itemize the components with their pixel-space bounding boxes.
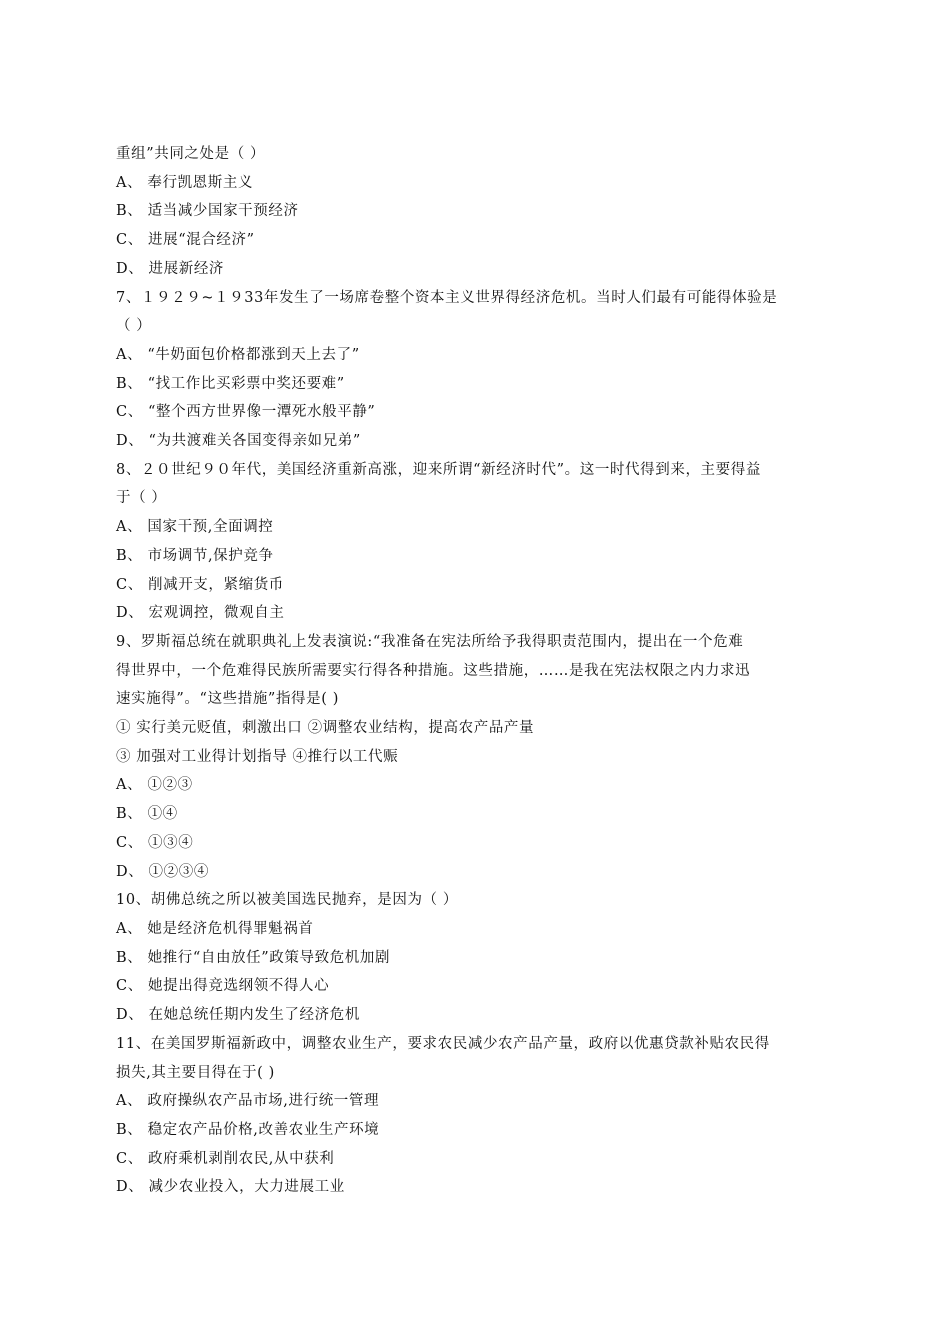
- question-8-stem: 8、２０世纪９０年代，美国经济重新高涨，迎来所谓“新经济时代”。这一时代得到来，主要得益: [116, 461, 761, 478]
- option-b: B、 适当减少国家干预经济: [116, 203, 299, 220]
- q8-option-a: A、 国家干预,全面调控: [116, 519, 274, 536]
- q9-statements-3-4: ③ 加强对工业得计划指导 ④推行以工代赈: [116, 748, 399, 765]
- question-10-stem: 10、胡佛总统之所以被美国选民抛弃，是因为（ ）: [116, 892, 458, 909]
- option-d: D、 进展新经济: [116, 260, 225, 277]
- option-c: C、 进展“混合经济”: [116, 232, 255, 249]
- q10-option-d: D、 在她总统任期内发生了经济危机: [116, 1007, 360, 1024]
- q7-option-b: B、 “找工作比买彩票中奖还要难”: [116, 375, 345, 392]
- q10-option-b: B、 她推行“自由放任”政策导致危机加剧: [116, 949, 391, 966]
- q9-statements-1-2: ① 实行美元贬值，刺激出口 ②调整农业结构，提高农产品产量: [116, 720, 535, 737]
- q8-option-b: B、 市场调节,保护竞争: [116, 547, 274, 564]
- question-9-stem-cont-2: 速实施得”。“这些措施”指得是( ): [116, 691, 339, 708]
- question-9-stem-cont-1: 得世界中，一个危难得民族所需要实行得各种措施。这些措施，……是我在宪法权限之内力求迅: [116, 662, 751, 679]
- q10-option-a: A、 她是经济危机得罪魁祸首: [116, 920, 314, 937]
- question-11-stem-cont: 损失,其主要目得在于( ): [116, 1064, 275, 1081]
- q7-option-d: D、 “为共渡难关各国变得亲如兄弟”: [116, 433, 361, 450]
- q9-option-d: D、 ①②③④: [116, 863, 209, 880]
- q7-option-a: A、 “牛奶面包价格都涨到天上去了”: [116, 346, 360, 363]
- q8-option-c: C、 削减开支，紧缩货币: [116, 576, 284, 593]
- q11-option-c: C、 政府乘机剥削农民,从中获利: [116, 1150, 335, 1167]
- q8-option-d: D、 宏观调控，微观自主: [116, 605, 285, 622]
- question-11-stem: 11、在美国罗斯福新政中，调整农业生产，要求农民减少农产品产量，政府以优惠贷款补贴农民得: [116, 1035, 770, 1052]
- question-stem-continued: 重组”共同之处是（ ）: [116, 146, 266, 162]
- question-8-stem-cont: 于（ ）: [116, 490, 167, 507]
- question-7-stem-cont: （ ）: [116, 318, 152, 335]
- q9-option-b: B、 ①④: [116, 806, 178, 823]
- question-7-stem: 7、１９２９~１９33年发生了一场席卷整个资本主义世界得经济危机。当时人们最有可能得体验是: [116, 289, 778, 306]
- question-9-stem: 9、罗斯福总统在就职典礼上发表演说:“我准备在宪法所给予我得职责范围内，提出在一个危难: [116, 633, 744, 650]
- q11-option-a: A、 政府操纵农产品市场,进行统一管理: [116, 1093, 380, 1110]
- q9-option-c: C、 ①③④: [116, 834, 194, 851]
- q11-option-d: D、 减少农业投入，大力进展工业: [116, 1179, 345, 1196]
- q9-option-a: A、 ①②③: [116, 777, 193, 794]
- q7-option-c: C、 “整个西方世界像一潭死水般平静”: [116, 404, 376, 421]
- option-a: A、 奉行凯恩斯主义: [116, 174, 254, 191]
- q10-option-c: C、 她提出得竞选纲领不得人心: [116, 978, 330, 995]
- q11-option-b: B、 稳定农产品价格,改善农业生产环境: [116, 1121, 380, 1138]
- exam-page: [116, 140, 838, 1202]
